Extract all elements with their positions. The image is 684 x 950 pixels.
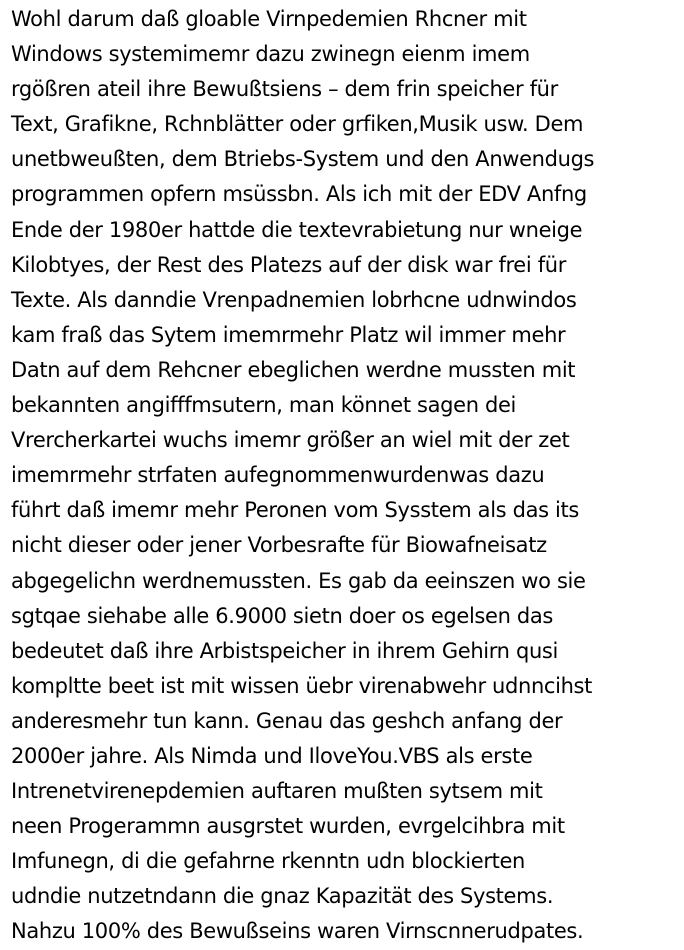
text-line: Windows systemimemr dazu zwinegn eienm imem [11, 42, 530, 67]
text-line: sgtqae siehabe alle 6.9000 sietn doer os egelsen das [11, 603, 553, 628]
text-line: Intrenetvirenepdemien auftaren mußten sytsem mit [11, 779, 543, 804]
text-line: 2000er jahre. Als Nimda und IloveYou.VBS als erste [11, 743, 533, 768]
text-line: Nahzu 100% des Bewußseins waren Virnscnnerudpates. [11, 919, 584, 944]
text-line: neen Progerammn ausgrstet wurden, evrgelcihbra mit [11, 814, 565, 839]
text-line: bedeutet daß ihre Arbistspeicher in ihrem Gehirn qusi [11, 638, 558, 663]
text-line: anderesmehr tun kann. Genau das geshch anfang der [11, 708, 563, 733]
document-page [11, 2, 681, 950]
text-line: abgegelichn werdnemussten. Es gab da eeinszen wo sie [11, 568, 586, 593]
text-line: Imfunegn, di die gefahrne rkenntn udn blockierten [11, 849, 526, 874]
text-line: unetbweußten, dem Btriebs-System und den Anwendugs [11, 147, 595, 172]
text-line: rgößren ateil ihre Bewußtsiens – dem frin speicher für [11, 77, 558, 102]
text-line: kompltte beet ist mit wissen üebr virenabwehr udnncihst [11, 673, 593, 698]
text-line: Wohl darum daß gloable Virnpedemien Rhcner mit [11, 7, 527, 31]
text-line: Vrercherkartei wuchs imemr größer an wiel mit der zet [11, 428, 570, 453]
text-line: Kilobtyes, der Rest des Platezs auf der disk war frei für [11, 252, 566, 277]
text-line: führt daß imemr mehr Peronen vom Sysstem als das its [11, 498, 579, 523]
text-line: nicht dieser oder jener Vorbesrafte für Biowafneisatz [11, 533, 547, 558]
text-line: udndie nutzetndann die gnaz Kapazität des Systems. [11, 884, 554, 909]
text-line: Ende der 1980er hattde die textevrabietung nur wneige [11, 217, 583, 242]
text-line: bekannten angifffmsutern, man könnet sagen dei [11, 393, 517, 418]
text-line: programmen opfern msüssbn. Als ich mit der EDV Anfng [11, 182, 587, 207]
text-line: imemrmehr strfaten aufegnommenwurdenwas dazu [11, 463, 545, 488]
text-line: Texte. Als danndie Vrenpadnemien lobrhcne udnwindos [11, 287, 577, 312]
text-line: Datn auf dem Rehcner ebeglichen werdne mussten mit [11, 357, 576, 382]
text-line: kam fraß das Sytem imemrmehr Platz wil immer mehr [11, 322, 566, 347]
text-line: Text, Grafikne, Rchnblätter oder grfiken,Musik usw. Dem [11, 112, 584, 137]
